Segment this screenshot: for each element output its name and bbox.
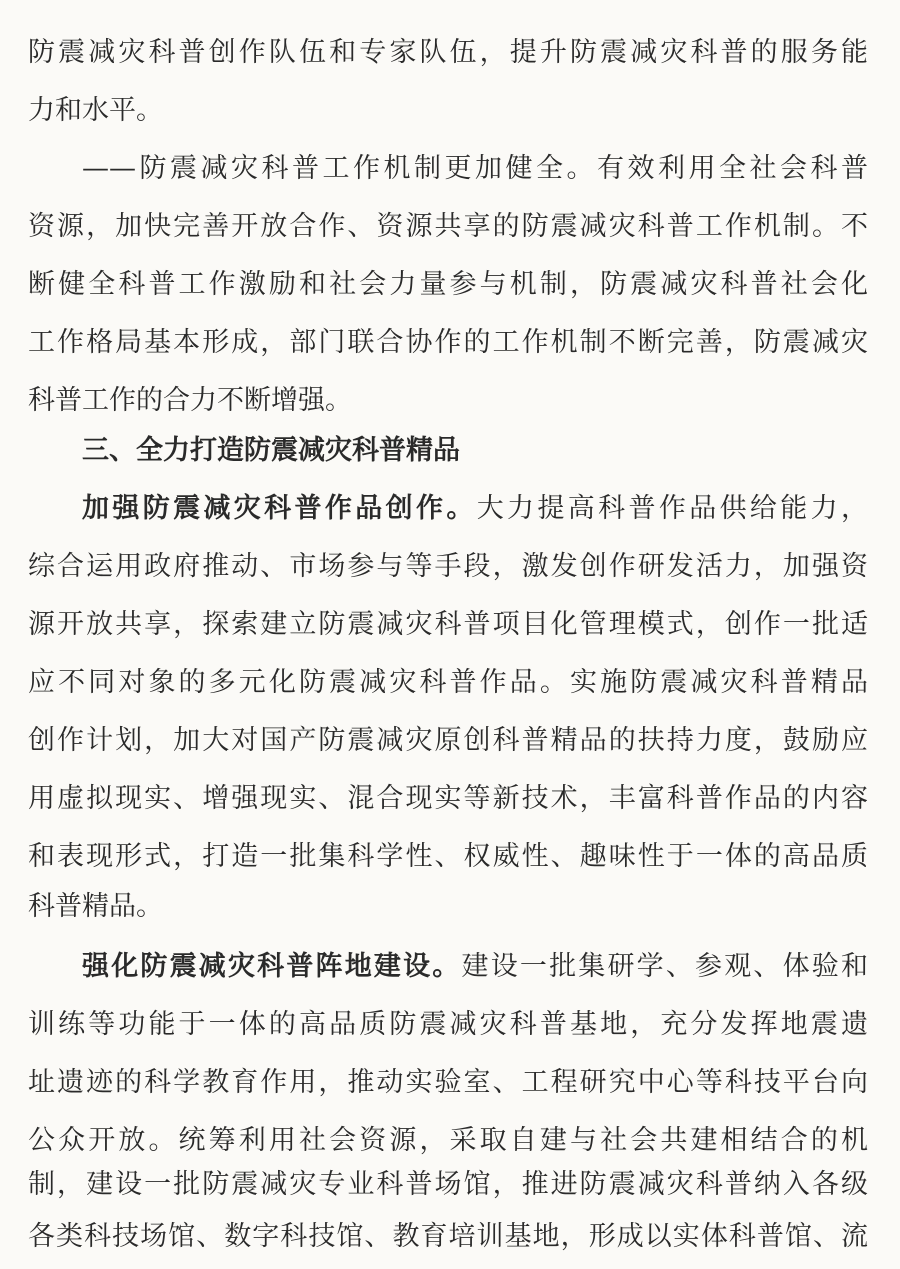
text-line: 创作计划，加大对国产防震减灾原创科普精品的扶持力度，鼓励应 — [28, 725, 868, 756]
text-line: 训练等功能于一体的高品质防震减灾科普基地，充分发挥地震遗 — [28, 1009, 868, 1040]
text-line: 防震减灾科普创作队伍和专家队伍，提升防震减灾科普的服务能 — [28, 37, 868, 68]
text-line: 断健全科普工作激励和社会力量参与机制，防震减灾科普社会化 — [28, 269, 868, 300]
text-line: 制，建设一批防震减灾专业科普场馆，推进防震减灾科普纳入各级 — [28, 1169, 868, 1200]
text-line: 应不同对象的多元化防震减灾科普作品。实施防震减灾科普精品 — [28, 667, 868, 698]
section-heading: 三、全力打造防震减灾科普精品 — [82, 435, 460, 466]
paragraph-first-line — [82, 480, 868, 538]
text-line: 资源，加快完善开放合作、资源共享的防震减灾科普工作机制。不 — [28, 211, 868, 242]
paragraph-lead: 强化防震减灾科普阵地建设。 — [82, 951, 462, 982]
paragraph-text: 大力提高科普作品供给能力， — [476, 493, 868, 524]
paragraph-text: 建设一批集研学、参观、体验和 — [461, 951, 868, 982]
text-line: 源开放共享，探索建立防震减灾科普项目化管理模式，创作一批适 — [28, 609, 868, 640]
text-line: 址遗迹的科学教育作用，推动实验室、工程研究中心等科技平台向 — [28, 1067, 868, 1098]
paragraph-first-line — [82, 938, 868, 996]
text-line: 和表现形式，打造一批集科学性、权威性、趣味性于一体的高品质 — [28, 841, 868, 872]
text-line: 综合运用政府推动、市场参与等手段，激发创作研发活力，加强资 — [28, 551, 868, 582]
text-line: 工作格局基本形成，部门联合协作的工作机制不断完善，防震减灾 — [28, 327, 868, 358]
text-line: 科普工作的合力不断增强。 — [28, 385, 352, 416]
text-line: 公众开放。统筹利用社会资源，采取自建与社会共建相结合的机 — [28, 1125, 868, 1156]
paragraph-lead: 加强防震减灾科普作品创作。 — [82, 493, 477, 524]
text-line: 科普精品。 — [28, 891, 163, 922]
text-line: ——防震减灾科普工作机制更加健全。有效利用全社会科普 — [82, 153, 868, 184]
text-line: 力和水平。 — [28, 95, 163, 126]
text-line: 用虚拟现实、增强现实、混合现实等新技术，丰富科普作品的内容 — [28, 783, 868, 814]
text-line: 各类科技场馆、数字科技馆、教育培训基地，形成以实体科普馆、流 — [28, 1221, 868, 1252]
